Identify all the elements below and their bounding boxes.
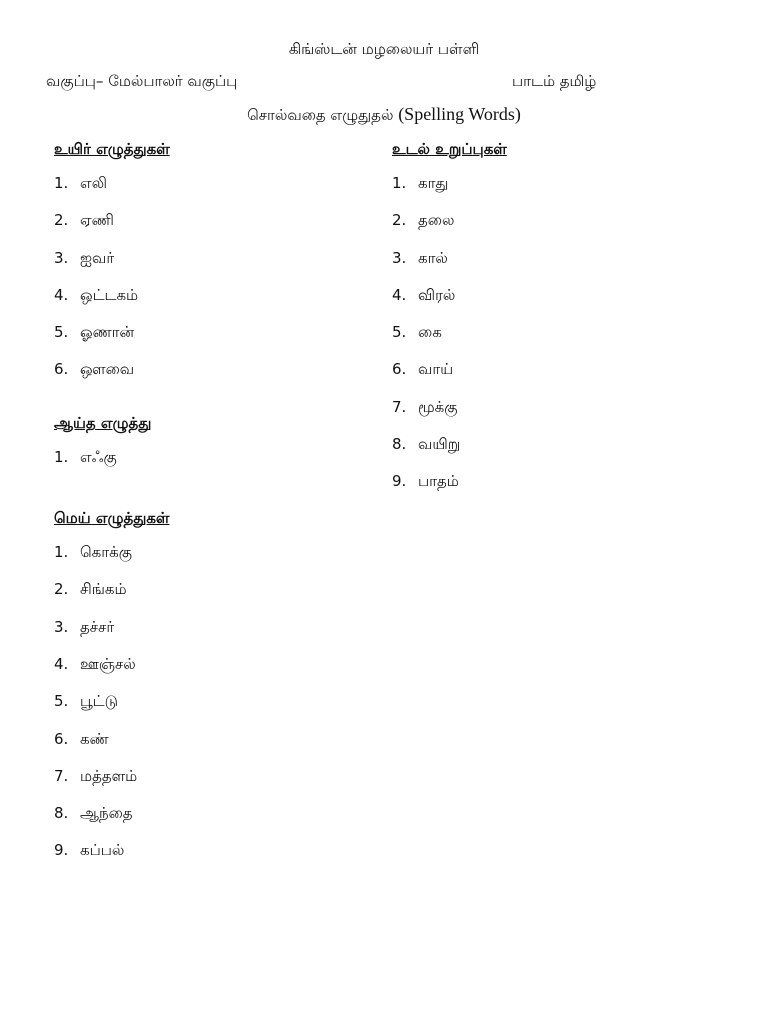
item-number: 1. <box>54 447 69 466</box>
item-number: 1. <box>54 543 69 562</box>
list-item <box>54 247 374 284</box>
list-item <box>54 765 374 802</box>
item-word: தச்சர் <box>80 617 115 636</box>
list-item <box>54 358 374 395</box>
item-word: மூக்கு <box>418 397 458 416</box>
list-item <box>392 284 722 321</box>
item-number: 8. <box>54 804 69 823</box>
list-item <box>54 839 374 876</box>
title-tamil: சொல்வதை எழுதுதல் <box>247 106 394 124</box>
list-item <box>54 690 374 727</box>
item-word: ஒட்டகம் <box>80 285 139 304</box>
item-word: கொக்கு <box>80 543 132 562</box>
item-word: வயிறு <box>418 435 461 454</box>
item-word: காது <box>418 174 449 192</box>
item-number: 6. <box>54 729 69 748</box>
item-word: எலி <box>80 174 107 192</box>
item-number: 6. <box>392 360 407 379</box>
list-item <box>54 578 374 615</box>
item-word: ஊஞ்சல் <box>80 654 136 673</box>
school-name: கிங்ஸ்டன் மழலையர் பள்ளி <box>288 40 480 58</box>
item-number: 9. <box>54 841 69 860</box>
item-word: கால் <box>418 248 448 267</box>
item-word: வாய் <box>418 360 454 379</box>
item-number: 3. <box>392 248 407 267</box>
section-heading-body-parts: உடல் உறுப்புகள் <box>392 140 507 158</box>
list-item <box>54 541 374 578</box>
item-word: சிங்கம் <box>80 580 127 599</box>
title-english: (Spelling Words) <box>398 104 521 124</box>
item-word: தலை <box>418 211 455 230</box>
worksheet-title <box>0 104 768 126</box>
item-word: கை <box>418 323 442 342</box>
item-number: 4. <box>54 285 69 304</box>
list-item <box>392 470 722 507</box>
list-item <box>54 209 374 246</box>
left-column <box>54 138 374 877</box>
list-item <box>392 209 722 246</box>
item-number: 2. <box>54 580 69 599</box>
section-heading-vowels: உயிர் எழுத்துகள் <box>54 140 170 158</box>
item-number: 4. <box>392 285 407 304</box>
item-number: 2. <box>392 211 407 230</box>
list-item <box>54 321 374 358</box>
item-word: ஔவை <box>80 360 135 379</box>
item-word: ஓணான் <box>80 323 135 342</box>
item-word: விரல் <box>418 285 456 304</box>
item-number: 6. <box>54 360 69 379</box>
item-word: ஏணி <box>80 211 114 230</box>
body-parts-list <box>392 172 722 508</box>
list-item <box>54 653 374 690</box>
item-word: பூட்டு <box>80 692 119 711</box>
list-item <box>392 321 722 358</box>
consonants-list <box>54 541 374 877</box>
item-word: மத்தளம் <box>80 766 138 785</box>
item-number: 8. <box>392 435 407 454</box>
item-number: 1. <box>54 174 69 192</box>
list-item <box>392 433 722 470</box>
vowels-list <box>54 172 374 396</box>
list-item <box>54 172 374 209</box>
list-item <box>392 358 722 395</box>
list-item <box>54 616 374 653</box>
item-number: 3. <box>54 617 69 636</box>
list-item <box>54 446 374 483</box>
item-number: 9. <box>392 472 407 491</box>
item-word: பாதம் <box>418 472 459 491</box>
list-item <box>54 284 374 321</box>
list-item <box>392 396 722 433</box>
subject-label: பாடம் தமிழ் <box>512 72 597 90</box>
section-heading-aytham: ஆய்த எழுத்து <box>54 413 152 432</box>
item-number: 5. <box>54 692 69 711</box>
aytham-list <box>54 446 374 483</box>
item-word: கப்பல் <box>80 841 125 860</box>
class-subject-row <box>46 72 726 94</box>
item-word: எஃகு <box>80 447 117 466</box>
list-item <box>54 728 374 765</box>
item-number: 5. <box>392 323 407 342</box>
list-item <box>54 802 374 839</box>
item-number: 3. <box>54 248 69 267</box>
item-word: ஆந்தை <box>80 804 133 823</box>
item-number: 4. <box>54 654 69 673</box>
section-heading-consonants: மெய் எழுத்துகள் <box>54 509 170 528</box>
item-number: 7. <box>392 397 407 416</box>
right-column <box>392 138 722 508</box>
class-label: வகுப்பு– மேல்பாலர் வகுப்பு <box>46 72 238 90</box>
item-number: 5. <box>54 323 69 342</box>
item-number: 7. <box>54 766 69 785</box>
item-number: 1. <box>392 174 407 192</box>
item-number: 2. <box>54 211 69 230</box>
list-item <box>392 172 722 209</box>
item-word: ஐவர் <box>80 248 115 267</box>
list-item <box>392 247 722 284</box>
item-word: கண் <box>80 729 109 748</box>
